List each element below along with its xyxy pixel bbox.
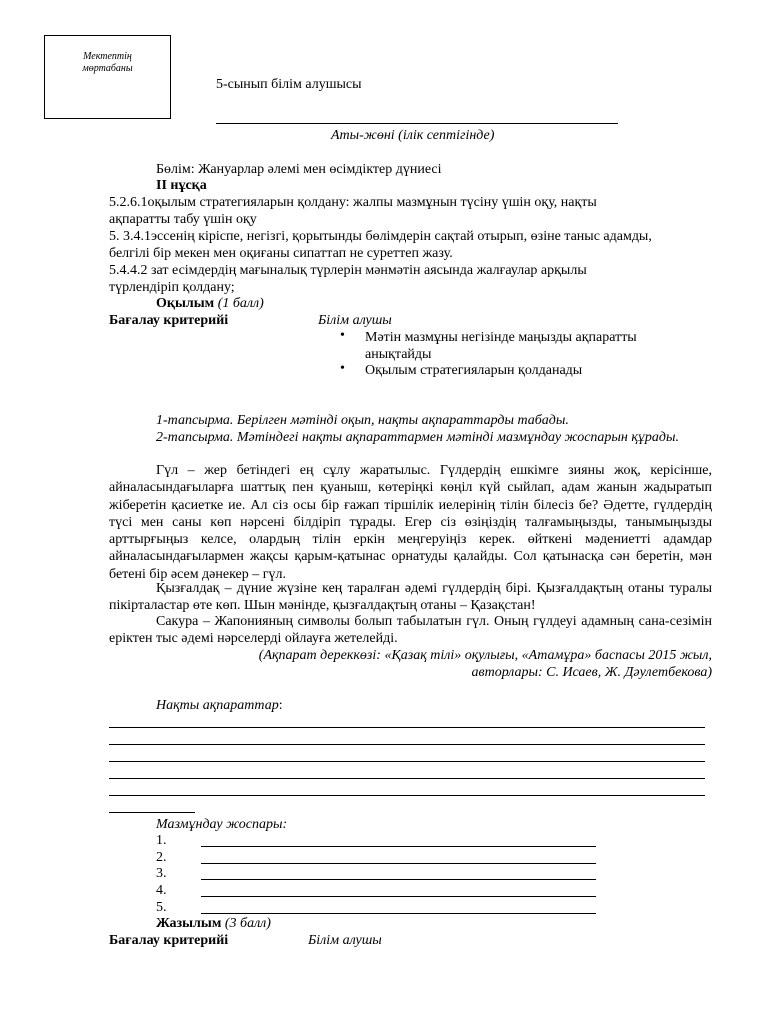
- answer-line[interactable]: [109, 761, 705, 762]
- plan-label: Мазмұндау жоспары:: [156, 817, 288, 832]
- reading-criteria-label: Бағалау критерийі: [109, 313, 229, 328]
- plan-number: 2.: [156, 850, 167, 865]
- answer-line[interactable]: [109, 744, 705, 745]
- plan-answer-line[interactable]: [201, 879, 596, 880]
- name-caption: Аты-жөні (ілік септігінде): [331, 128, 495, 143]
- objective-line: түрлендіріп қолдану;: [109, 280, 235, 295]
- reading-score: (1 балл): [217, 296, 264, 311]
- plan-answer-line[interactable]: [201, 896, 596, 897]
- stamp-label-line1: Мектептің: [83, 51, 132, 62]
- objective-line: 5. 3.4.1эссенің кіріспе, негізгі, қорытынды бөлімдерін сақтай отырып, өзіне таныс адамды,: [109, 229, 652, 244]
- objective-line: 5.4.4.2 зат есімдердің мағыналық түрлерін мәнмәтін аясында жалғаулар арқылы: [109, 263, 587, 278]
- criteria-item: анықтайды: [365, 347, 432, 362]
- source-line-2: авторлары: С. Исаев, Ж. Дәулетбекова): [471, 665, 712, 680]
- writing-title: Жазылым: [156, 916, 222, 931]
- text-paragraph-2: Қызғалдақ – дүние жүзіне кең таралған әдемі гүлдердің бірі. Қызғалдақтың отаны туралы пікірталастар өте көп. Шын мәнінде, қызғалдақтың отаны – Қазақстан!: [109, 581, 712, 614]
- school-stamp-box: [44, 35, 171, 119]
- source-line-1: (Ақпарат дереккөзі: «Қазақ тілі» оқулығы, «Атамұра» баспасы 2015 жыл,: [258, 648, 712, 663]
- plan-answer-line[interactable]: [201, 913, 596, 914]
- plan-number: 5.: [156, 900, 167, 915]
- plan-answer-line[interactable]: [201, 846, 596, 847]
- answer-line[interactable]: [109, 778, 705, 779]
- criteria-item: Оқылым стратегияларын қолданады: [365, 363, 583, 378]
- plan-answer-line[interactable]: [201, 863, 596, 864]
- task-2: 2-тапсырма. Мәтіндегі нақты ақпараттармен мәтінді мазмұндау жоспарын құрады.: [156, 430, 679, 445]
- answer-line[interactable]: [109, 727, 705, 728]
- section-line: Бөлім: Жануарлар әлемі мен өсімдіктер дүниесі: [156, 162, 442, 177]
- objective-line: белгілі бір мекен мен оқиғаны сипаттап не суреттеп жазу.: [109, 246, 453, 261]
- criteria-item: Мәтін мазмұны негізінде маңызды ақпаратты: [365, 330, 637, 345]
- text-paragraph-3: Сакура – Жапонияның символы болып табылатын гүл. Оның гүлдеуі адамның сана-сезімін еріктен тыс әдемі нәрселерді ойлауға жетелейді.: [109, 614, 712, 647]
- task-1: 1-тапсырма. Берілген мәтінді оқып, нақты ақпараттарды табады.: [156, 413, 569, 428]
- bullet-icon: •: [340, 361, 345, 376]
- writing-score: (3 балл): [224, 916, 271, 931]
- reading-heading: [156, 295, 264, 312]
- plan-number: 4.: [156, 883, 167, 898]
- name-line[interactable]: [216, 123, 618, 124]
- plan-number: 1.: [156, 833, 167, 848]
- stamp-label-line2: мөртабаны: [82, 63, 133, 74]
- student-grade-label: 5-сынып білім алушысы: [216, 77, 362, 92]
- facts-colon: :: [278, 698, 283, 713]
- writing-criteria-label: Бағалау критерийі: [109, 933, 229, 948]
- facts-label: Нақты ақпараттар: [156, 698, 279, 713]
- objective-line: ақпаратты табу үшін оқу: [109, 212, 257, 227]
- reading-learner-label: Білім алушы: [318, 313, 392, 328]
- objective-line: 5.2.6.1оқылым стратегияларын қолдану: жалпы мазмұнын түсіну үшін оқу, нақты: [109, 195, 597, 210]
- bullet-icon: •: [340, 328, 345, 343]
- reading-title: Оқылым: [156, 296, 215, 311]
- text-paragraph-1: Гүл – жер бетіндегі ең сұлу жаратылыс. Гүлдердің ешкімге зияны жоқ, керісінше, айналасындағыларға шаттық пен қуаныш, көтеріңкі көңіл күй сыйлап, адам жанын жадыратып жіберетін қасиетке ие. Ал сіз осы бір ғажап тіршілік иелерінің тілін білесіз бе? Әдетте, гүлдердің түсі мен саны көп нәрсені білдіріп тұрады. Егер сіз өзіңіздің талғамыңызды, танымыңызды арттырғыңыз келсе, олардың тілін еркін меңгеруіңіз керек. өйткені мәдениетті адамдар айналасындағылармен жақсы қарым-қатынас орнатуды қалайды. Сол қатынасқа сән беретін, мән бетені бір әсем дәнекер – гүл.: [109, 463, 712, 582]
- answer-line[interactable]: [109, 795, 705, 796]
- facts-heading: [156, 697, 283, 714]
- writing-learner-label: Білім алушы: [308, 933, 382, 948]
- writing-heading: [156, 915, 271, 932]
- variant-label: ІІ нұсқа: [156, 178, 207, 193]
- plan-number: 3.: [156, 866, 167, 881]
- answer-line[interactable]: [109, 812, 195, 813]
